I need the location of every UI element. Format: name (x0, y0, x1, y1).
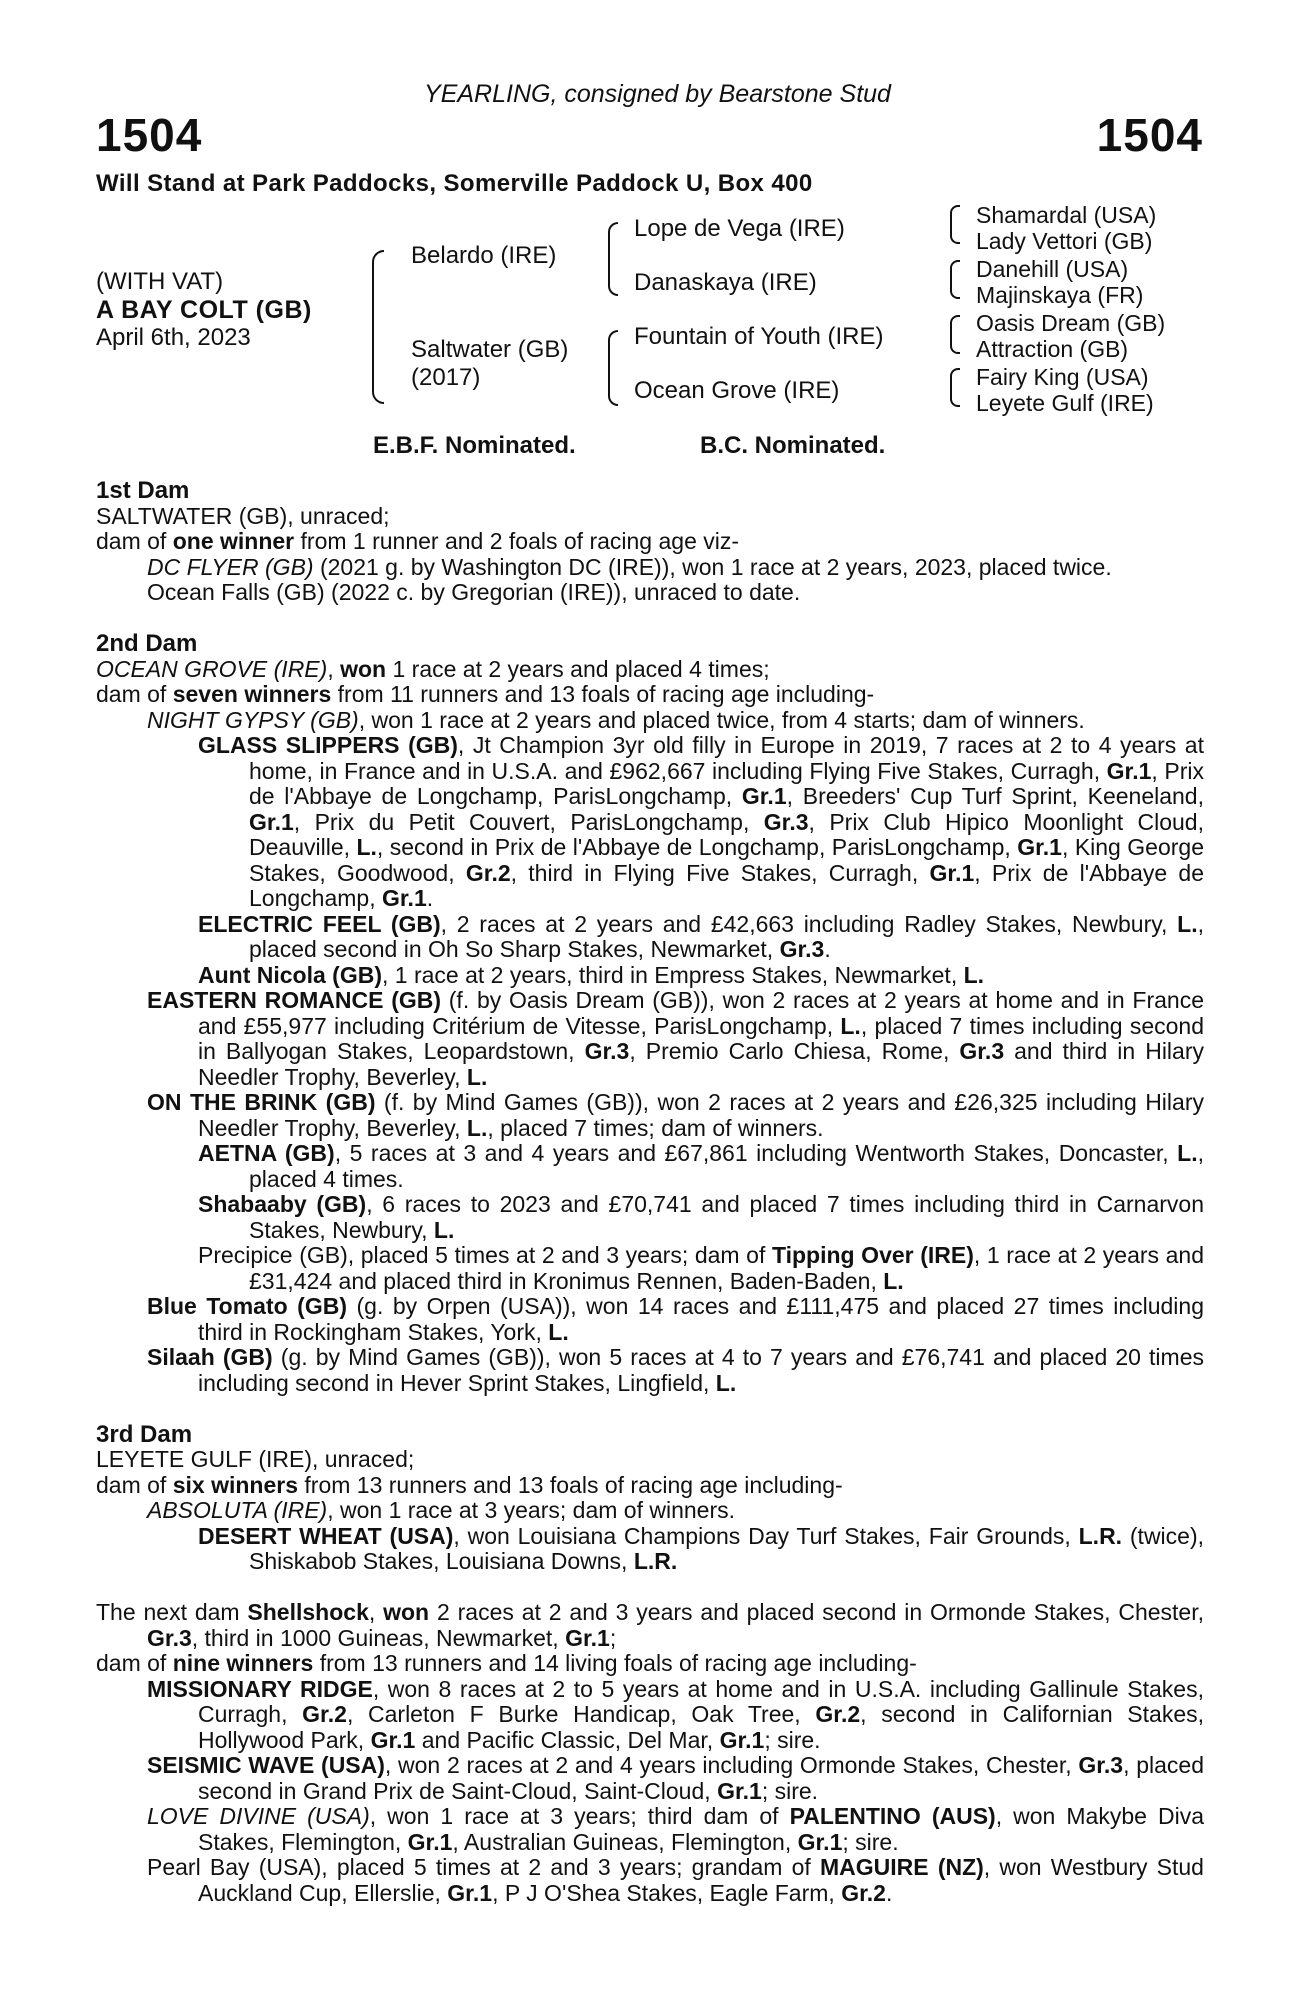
entry-electric-feel: ELECTRIC FEEL (GB), 2 races at 2 years and £42,663 including Radley Stakes, Newbury, L., placed second in Oh So Sharp Stakes, Newmarket, Gr.3. (198, 910, 1204, 962)
foaling-date: April 6th, 2023 (96, 324, 251, 351)
pedigree-brace-g3-1 (950, 205, 960, 244)
entry-aetna: AETNA (GB), 5 races at 3 and 4 years and £67,861 including Wentworth Stakes, Doncaster, L., placed 4 times. (198, 1140, 1204, 1192)
lot-number-left: 1504 (96, 109, 203, 161)
entry-seismic-wave: SEISMIC WAVE (USA), won 2 races at 2 and 4 years including Ormonde Stakes, Chester, Gr.3, placed second in Grand Prix de Saint-Cloud, Saint-Cloud, Gr.1; sire. (147, 1752, 1204, 1804)
entry-precipice: Precipice (GB), placed 5 times at 2 and 3 years; dam of Tipping Over (IRE), 1 race at 2 years and £31,424 and placed third in Kronimus Rennen, Baden-Baden, L. (198, 1242, 1204, 1294)
first-dam-heading: 1st Dam (96, 477, 190, 504)
first-dam-line: SALTWATER (GB), unraced; (96, 502, 390, 529)
pedigree-g3-5: Oasis Dream (GB) (976, 310, 1166, 336)
entry-blue-tomato: Blue Tomato (GB) (g. by Orpen (USA)), won 14 races and £111,475 and placed 27 times including third in Rockingham Stakes, York, L. (147, 1293, 1204, 1345)
entry-absoluta: ABSOLUTA (IRE), won 1 race at 3 years; dam of winners. (147, 1497, 736, 1523)
entry-pearl-bay: Pearl Bay (USA), placed 5 times at 2 and 3 years; grandam of MAGUIRE (NZ), won Westbury Stud Auckland Cup, Ellerslie, Gr.1, P J O'Shea Stakes, Eagle Farm, Gr.2. (147, 1854, 1204, 1906)
produce-record (96, 478, 1204, 1906)
second-dam-heading: 2nd Dam (96, 630, 198, 657)
pedigree-g3-6: Attraction (GB) (976, 336, 1129, 362)
pedigree-g2-3: Fountain of Youth (IRE) (634, 323, 884, 350)
pedigree-brace-sire (608, 222, 618, 296)
pedigree-brace-g3-2 (950, 260, 960, 299)
horse-description: A BAY COLT (GB) (96, 296, 312, 324)
pedigree-brace-main (372, 250, 384, 404)
location-line: Will Stand at Park Paddocks, Somerville Paddock U, Box 400 (96, 170, 813, 197)
pedigree-g3-2: Lady Vettori (GB) (976, 228, 1153, 254)
pedigree-g3-3: Danehill (USA) (976, 256, 1129, 282)
second-dam-summary: dam of seven winners from 11 runners and 13 foals of racing age including- (96, 681, 875, 707)
consignment-line: YEARLING, consigned by Bearstone Stud (424, 80, 891, 108)
pedigree-brace-dam (608, 330, 618, 406)
next-dam-summary: dam of nine winners from 13 runners and 14 living foals of racing age including- (96, 1650, 917, 1676)
pedigree-sire: Belardo (IRE) (411, 242, 557, 269)
foal-dc-flyer: DC FLYER (GB) (2021 g. by Washington DC (IRE)), won 1 race at 2 years, 2023, placed twice. (147, 553, 1112, 580)
bc-nomination: B.C. Nominated. (700, 432, 886, 459)
entry-eastern-romance: EASTERN ROMANCE (GB) (f. by Oasis Dream (GB)), won 2 races at 2 years at home and in France and £55,977 including Critérium de Vitesse, ParisLongchamp, L., placed 7 times including second in Ballyogan Stakes, Leopardstown, Gr.3, Premio Carlo Chiesa, Rome, Gr.3 and third in Hilary Needler Trophy, Beverley, L. (147, 987, 1204, 1090)
entry-desert-wheat: DESERT WHEAT (USA), won Louisiana Champions Day Turf Stakes, Fair Grounds, L.R. (twice), Shiskabob Stakes, Louisiana Downs, L.R. (198, 1522, 1205, 1574)
entry-glass-slippers: GLASS SLIPPERS (GB), Jt Champion 3yr old filly in Europe in 2019, 7 races at 2 to 4 years at home, in France and in U.S.A. and £962,667 including Flying Five Stakes, Curragh, Gr.1, Prix de l'Abbaye de Longchamp, ParisLongchamp, Gr.1, Breeders' Cup Turf Sprint, Keeneland, Gr.1, Prix du Petit Couvert, ParisLongchamp, Gr.3, Prix Club Hipico Moonlight Cloud, Deauville, L., second in Prix de l'Abbaye de Longchamp, ParisLongchamp, Gr.1, King George Stakes, Goodwood, Gr.2, third in Flying Five Stakes, Curragh, Gr.1, Prix de l'Abbaye de Longchamp, Gr.1. (198, 732, 1205, 911)
pedigree-g2-4: Ocean Grove (IRE) (634, 377, 840, 404)
second-dam-line: OCEAN GROVE (IRE), won 1 race at 2 years and placed 4 times; (96, 655, 770, 682)
pedigree-g3-4: Majinskaya (FR) (976, 282, 1144, 308)
entry-love-divine: LOVE DIVINE (USA), won 1 race at 3 years; third dam of PALENTINO (AUS), won Makybe Diva Stakes, Flemington, Gr.1, Australian Guineas, Flemington, Gr.1; sire. (147, 1803, 1204, 1855)
pedigree-g2-1: Lope de Vega (IRE) (634, 215, 845, 242)
entry-silaah: Silaah (GB) (g. by Mind Games (GB)), won 5 races at 4 to 7 years and £76,741 and placed 20 times including second in Hever Sprint Stakes, Lingfield, L. (147, 1344, 1204, 1396)
entry-missionary-ridge: MISSIONARY RIDGE, won 8 races at 2 to 5 years at home and in U.S.A. including Gallinule Stakes, Curragh, Gr.2, Carleton F Burke Handicap, Oak Tree, Gr.2, second in Californian Stakes, Hollywood Park, Gr.1 and Pacific Classic, Del Mar, Gr.1; sire. (147, 1675, 1204, 1753)
pedigree-brace-g3-3 (950, 315, 960, 354)
pedigree-g3-7: Fairy King (USA) (976, 364, 1149, 390)
entry-aunt-nicola: Aunt Nicola (GB), 1 race at 2 years, third in Empress Stakes, Newmarket, L. (198, 961, 985, 988)
entry-shabaaby: Shabaaby (GB), 6 races to 2023 and £70,741 and placed 7 times including third in Carnarvon Stakes, Newbury, L. (198, 1191, 1204, 1243)
lot-number-right: 1504 (1096, 109, 1203, 161)
foal-ocean-falls: Ocean Falls (GB) (2022 c. by Gregorian (IRE)), unraced to date. (147, 579, 801, 605)
next-dam-line: The next dam Shellshock, won 2 races at 2 and 3 years and placed second in Ormonde Stakes, Chester, Gr.3, third in 1000 Guineas, Newmarket, Gr.1; (96, 1599, 1204, 1651)
entry-night-gypsy: NIGHT GYPSY (GB), won 1 race at 2 years and placed twice, from 4 starts; dam of winners. (147, 706, 1085, 733)
third-dam-heading: 3rd Dam (96, 1420, 193, 1448)
pedigree-g3-1: Shamardal (USA) (976, 202, 1157, 228)
pedigree-g2-2: Danaskaya (IRE) (634, 269, 817, 296)
third-dam-summary: dam of six winners from 13 runners and 13 foals of racing age including- (96, 1471, 843, 1498)
pedigree-dam-year: (2017) (411, 364, 481, 391)
pedigree-dam: Saltwater (GB) (411, 336, 569, 363)
third-dam-line: LEYETE GULF (IRE), unraced; (96, 1446, 415, 1472)
first-dam-summary: dam of one winner from 1 runner and 2 foals of racing age viz- (96, 528, 740, 554)
pedigree-g3-8: Leyete Gulf (IRE) (976, 390, 1154, 416)
ebf-nomination: E.B.F. Nominated. (373, 432, 576, 459)
vat-label: (WITH VAT) (96, 268, 224, 295)
entry-on-the-brink: ON THE BRINK (GB) (f. by Mind Games (GB)), won 2 races at 2 years and £26,325 including Hilary Needler Trophy, Beverley, L., placed 7 times; dam of winners. (147, 1089, 1204, 1141)
pedigree-brace-g3-4 (950, 368, 960, 407)
